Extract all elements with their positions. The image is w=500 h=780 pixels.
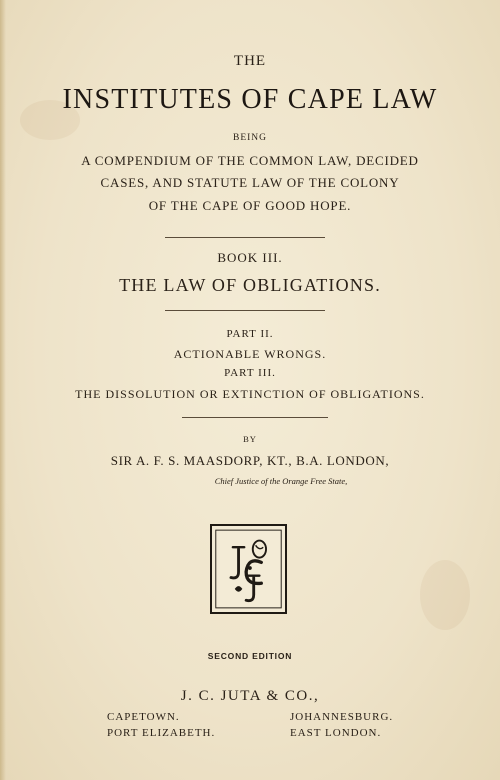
divider-rule — [165, 310, 325, 311]
part-ii-label: PART II. — [226, 328, 274, 340]
city-johannesburg: JOHANNESBURG. — [290, 711, 394, 723]
part-iii-title: THE DISSOLUTION OR EXTINCTION OF OBLIGATIONS. — [75, 387, 425, 401]
being-label: BEING — [232, 133, 268, 143]
city-capetown: CAPETOWN. — [107, 711, 180, 723]
divider-rule — [165, 237, 325, 238]
author-name: SIR A. F. S. MAASDORP, KT., B.A. LONDON, — [110, 453, 390, 468]
title-the: THE — [233, 53, 267, 69]
by-label: BY — [243, 434, 257, 444]
divider-rule — [182, 417, 328, 418]
city-east-london: EAST LONDON. — [290, 727, 382, 739]
subtitle-line-3: OF THE CAPE OF GOOD HOPE. — [148, 198, 352, 213]
part-iii-label: PART III. — [224, 367, 276, 379]
book-number: BOOK III. — [217, 250, 283, 265]
author-office: Chief Justice of the Orange Free State, — [214, 476, 348, 486]
publisher-logo-icon — [210, 524, 287, 614]
part-ii-title: ACTIONABLE WRONGS. — [173, 347, 327, 361]
subtitle-line-2: CASES, AND STATUTE LAW OF THE COLONY — [100, 175, 400, 190]
subtitle-line-1: A COMPENDIUM OF THE COMMON LAW, DECIDED — [81, 153, 419, 168]
edition-label: SECOND EDITION — [207, 651, 293, 661]
book-subject: THE LAW OF OBLIGATIONS. — [119, 275, 381, 295]
city-port-elizabeth: PORT ELIZABETH. — [107, 727, 216, 739]
publisher-name: J. C. JUTA & CO., — [180, 688, 320, 704]
book-title-main: INSTITUTES OF CAPE LAW — [62, 84, 438, 115]
